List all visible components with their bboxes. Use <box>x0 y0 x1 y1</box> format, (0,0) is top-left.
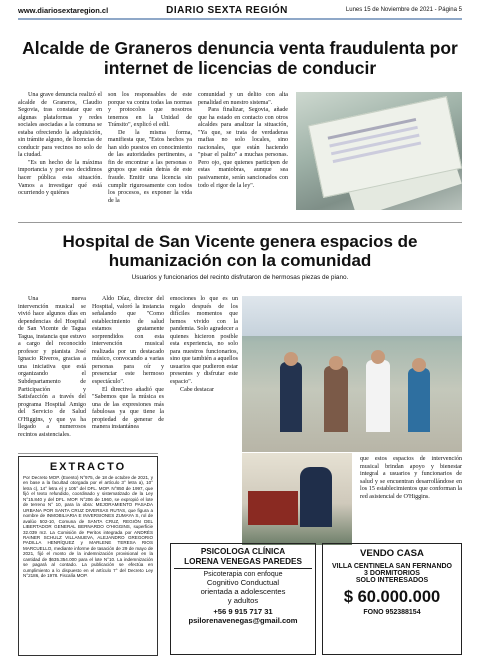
extracto-divider <box>18 453 158 454</box>
paragraph: De la misma forma, manifiesta que, "Estos hechos ya han sido puestos en conocimiento de las autoridades pertinentes, a fin de encontrar a las personas o grupos que están detrás de este fraude. Emitir una licencia sin cumplir rigurosamente con todos los procesos, es exponer la vida de la <box>108 129 192 204</box>
psychologist-ad <box>170 543 316 655</box>
section-divider <box>18 222 462 223</box>
ad-line: Psicoterapia con enfoque <box>203 571 283 578</box>
article2-column-1 <box>18 296 86 439</box>
paragraph: son los responsables de este porque va contra todas las normas y protocolos que nosotros tenemos en la Unidad de Tránsito", explicó el edil. <box>108 92 192 129</box>
page-header <box>18 3 462 17</box>
site-url[interactable]: www.diariosextaregion.cl <box>18 5 109 15</box>
license-cards-photo <box>296 92 462 210</box>
paragraph: comunidad y un delito con alta penalidad en nuestro sistema". <box>198 92 288 106</box>
paragraph: Una grave denuncia realizó el alcalde de Graneros, Claudio Segovia, tras constatar que en algunas plataformas y redes sociales asociadas a la comuna se estaba ofreciendo la adquisición, sin trámite alguno, de licencias de conducir para vecinos no solo de la ciudad. <box>18 92 102 159</box>
ad-line: y adultos <box>227 596 259 605</box>
article1-column-2 <box>108 92 192 205</box>
paragraph: El directivo añadió que "Sabemos que la música es una de las expresiones más fabulosas ya que tiene la propiedad de generar de manera instantánea <box>92 386 164 431</box>
ad-title: VENDO CASA <box>360 548 424 559</box>
article2-column-2 <box>92 296 164 432</box>
ad-name: LORENA VENEGAS PAREDES <box>174 557 312 569</box>
article2-subtitle: Usuarios y funcionarios del recinto disfrutaron de hermosas piezas de piano. <box>131 274 349 281</box>
ad-line: Cognitivo Conductual <box>206 578 280 587</box>
hospital-staff-photo <box>242 296 462 452</box>
newspaper-brand: DIARIO SEXTA REGIÓN <box>166 4 288 16</box>
ad-note: SOLO INTERESADOS <box>355 577 429 584</box>
piano-performance-photo <box>242 453 352 545</box>
legal-notice-box <box>18 456 158 656</box>
paragraph: emociones lo que es un regalo después de los difíciles momentos que hemos vivido con la pandemia. Solo agradecer a quienes hicieron posible esta experiencia, no solo para nuestros funcionarios, sino que también a aquellos usuarios que pudieron estar presentes y disfrutar este espacio". <box>170 296 238 386</box>
paragraph: Para finalizar, Segovia, añade que ha estado en contacto con otros alcaldes para analizar la situación, "Ya que, se trata de verdaderas mafias no solo locales, sino nacionales, que están haciendo "pisar el palito" a muchas personas. Pero ojo, que quienes participen de estas maniobras, aunque sea pasivamente, serán sancionados con todo el rigor de la ley". <box>198 107 288 189</box>
paragraph: Una nueva intervención musical se vivió hace algunos días en dependencias del Hospital de San Vicente de Tagua Tagua, instancia que estuvo a cargo del reconocido profesor y pianista José Ignacio Riveros, gracias a una iniciativa que está organizando el Subdepartamento de Participación y Satisfacción a través del programa Hospital Amigo del Servicio de Salud O'Higgins, y que ya ha llegado a numerosos recintos asistenciales. <box>18 296 86 438</box>
ad-rooms: 3 DORMITORIOS <box>364 570 420 577</box>
date-page: Lunes 15 de Noviembre de 2021 - Página 5 <box>345 7 462 13</box>
ad-line: orientada a adolescentes <box>200 587 286 596</box>
article1-title: Alcalde de Graneros denuncia venta fraudulenta por internet de licencias de conducir <box>22 38 458 78</box>
ad-email[interactable]: psilorenavenegas@gmail.com <box>188 616 298 625</box>
article1-column-3 <box>198 92 288 190</box>
ad-title: PSICOLOGA CLÍNICA <box>200 547 286 556</box>
paragraph: Aldo Díaz, director del Hospital, valoró la instancia señalando que "Como establecimiento de salud estamos gratamente sorprendidos con esta intervención musical realizada por un destacado músico, convocando a varias personas para oír y presenciar este hermoso espectáculo". <box>92 296 164 386</box>
article1-column-1 <box>18 92 102 198</box>
paragraph: que estos espacios de intervención musical brindan apoyo y bienestar integral a usuarios y funcionarios de salud y se encuentran desarrollándose en los 15 establecimientos que conforman la red asistencial de O'Higgins. <box>360 456 462 500</box>
ad-phone[interactable]: +56 9 915 717 31 <box>213 607 273 616</box>
ad-price: $ 60.000.000 <box>343 588 441 606</box>
paragraph: Cabe destacar <box>180 386 215 393</box>
article2-title: Hospital de San Vicente genera espacios de humanización con la comunidad <box>62 232 418 270</box>
paragraph: "Es un hecho de la máxima importancia y por eso decidimos hacer pública esta situación. Vamos a investigar qué está ocurriendo y quiénes <box>18 159 102 197</box>
ad-location: VILLA CENTINELA SAN FERNANDO <box>331 563 453 570</box>
article2-column-4 <box>360 456 462 501</box>
legal-notice-title: EXTRACTO <box>49 461 127 473</box>
legal-notice-text: Por Decreto MOP. (Exento) N°975, de 18 de octubre de 2021, y en base a la facultad otorgada por el artículo 3° letra a), 10° letra c), 14° letra e) y 105° del DFL. MOP. N°850 de 1997, que fijó el texto refundido, coordinado y sistematizado de la Ley N°15.840 y del DFL. MOP. N°206 de 1960, se expropió el lote de terreno N° 10, para la obra: MEJORAMIENTO PASADA URBANA POR SANTA CRUZ DIVERSAS RUTAS, que figura a nombre de INMOBILIARIA E INVERSIONES ZUMAYA S, rol de avalúo 502-10, Comuna de SANTA CRUZ, REGIÓN DEL LIBERTADOR GENERAL BERNARDO O'HIGGINS, superficie 32.039 m2. La Comisión de Peritos integrada por ANDRÉS RAINER SCHULZ VILLANUEVA, ALEJANDRO GREGORIO PADILLA HENRÍQUEZ y MARLENE TERESA RIOS MARCUELLO, mediante informe de tasación de 29 de mayo de 2021, fijó el monto de la indemnización provisional en la cantidad de $635.354.000 para el lote N°10. La indemnización se pagará al contado. La publicación se efectúa en cumplimiento a lo dispuesto en el artículo 7° del Decreto Ley N°2186, de 1978. Fiscalía MOP. <box>23 475 153 579</box>
ad-phone[interactable]: FONO 952388154 <box>363 609 421 616</box>
article2-column-3 <box>170 296 238 394</box>
header-rule <box>18 18 462 20</box>
house-sale-ad <box>322 543 462 655</box>
